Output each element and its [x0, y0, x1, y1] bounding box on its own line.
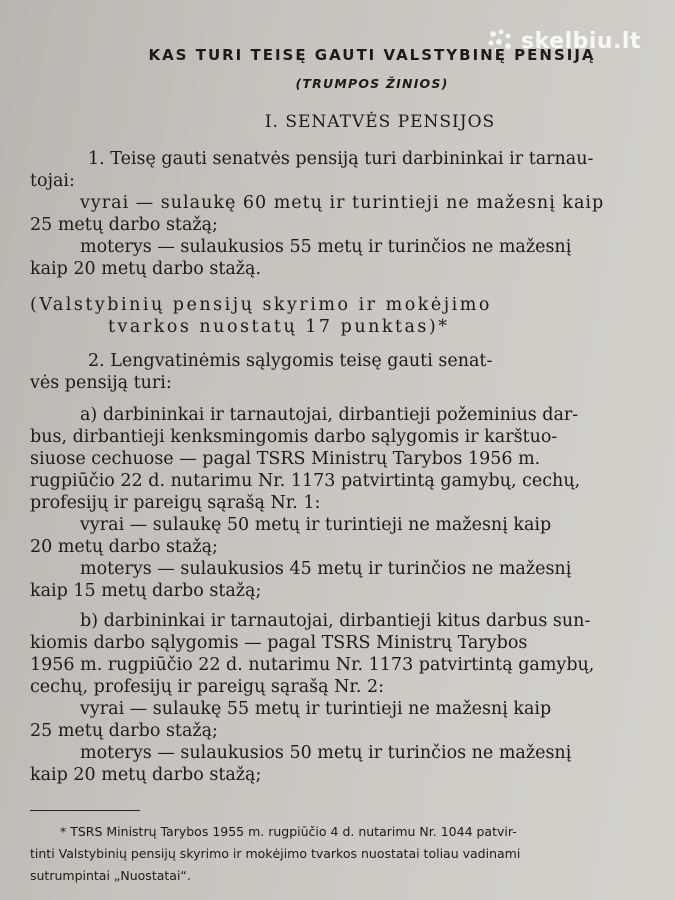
text-line: vyrai — sulaukę 50 metų ir turintieji ne mažesnį kaip	[80, 515, 552, 535]
text-line: rugpiūčio 22 d. nutarimu Nr. 1173 patvirtintą gamybų, cechų,	[30, 471, 581, 491]
footnote-line: sutrumpintai „Nuostatai“.	[30, 868, 191, 883]
text-line: vės pensiją turi:	[30, 373, 172, 393]
text-line: bus, dirbantieji kenksmingomis darbo sąlygomis ir karštuo-	[30, 427, 558, 447]
text-line: tojai:	[30, 171, 75, 191]
watermark-text: skelbiu.lt	[521, 28, 641, 54]
footnote-line: * TSRS Ministrų Tarybos 1955 m. rugpiūčio 4 d. nutarimu Nr. 1044 patvir-	[60, 824, 517, 839]
footnote-line: tinti Valstybinių pensijų skyrimo ir mokėjimo tvarkos nuostatai toliau vadinami	[30, 846, 521, 861]
text-line: 1956 m. rugpiūčio 22 d. nutarimu Nr. 1173 patvirtintą gamybų,	[30, 655, 595, 675]
text-line: 1. Teisę gauti senatvės pensiją turi darbininkai ir tarnau-	[88, 149, 594, 169]
text-line: vyrai — sulaukę 60 metų ir turintieji ne mažesnį kaip	[80, 193, 605, 213]
reference-line: (Valstybinių pensijų skyrimo ir mokėjimo	[30, 295, 492, 315]
text-line: 20 metų darbo stažą;	[30, 537, 218, 557]
text-line: vyrai — sulaukę 55 metų ir turintieji ne mažesnį kaip	[80, 699, 552, 719]
page-title: KAS TURI TEISĘ GAUTI VALSTYBINĘ PENSIJĄ	[148, 46, 596, 64]
page-subtitle: (TRUMPOS ŽINIOS)	[295, 76, 449, 91]
text-line: moterys — sulaukusios 45 metų ir turinčios ne mažesnį	[80, 559, 572, 579]
text-line: 2. Lengvatinėmis sąlygomis teisę gauti senat-	[88, 351, 493, 371]
text-line: moterys — sulaukusios 50 metų ir turinčios ne mažesnį	[80, 743, 572, 763]
text-line: kaip 20 metų darbo stažą;	[30, 765, 262, 785]
text-line: a) darbininkai ir tarnautojai, dirbantieji požeminius dar-	[80, 405, 579, 425]
text-line: 25 metų darbo stažą;	[30, 721, 218, 741]
text-line: moterys — sulaukusios 55 metų ir turinčios ne mažesnį	[80, 237, 572, 257]
text-line: siuose cechuose — pagal TSRS Ministrų Tarybos 1956 m.	[30, 449, 541, 469]
section-heading: I. SENATVĖS PENSIJOS	[264, 112, 496, 132]
reference-line: tvarkos nuostatų 17 punktas)*	[108, 317, 450, 337]
footnote-divider	[30, 810, 140, 811]
text-line: 25 metų darbo stažą;	[30, 215, 218, 235]
text-line: b) darbininkai ir tarnautojai, dirbantieji kitus darbus sun-	[80, 611, 591, 631]
text-line: cechų, profesijų ir pareigų sąrašą Nr. 2:	[30, 677, 385, 697]
text-line: kaip 20 metų darbo stažą.	[30, 259, 262, 279]
text-line: kiomis darbo sąlygomis — pagal TSRS Ministrų Tarybos	[30, 633, 528, 653]
text-line: kaip 15 metų darbo stažą;	[30, 581, 262, 601]
text-line: profesijų ir pareigų sąrašą Nr. 1:	[30, 493, 321, 513]
